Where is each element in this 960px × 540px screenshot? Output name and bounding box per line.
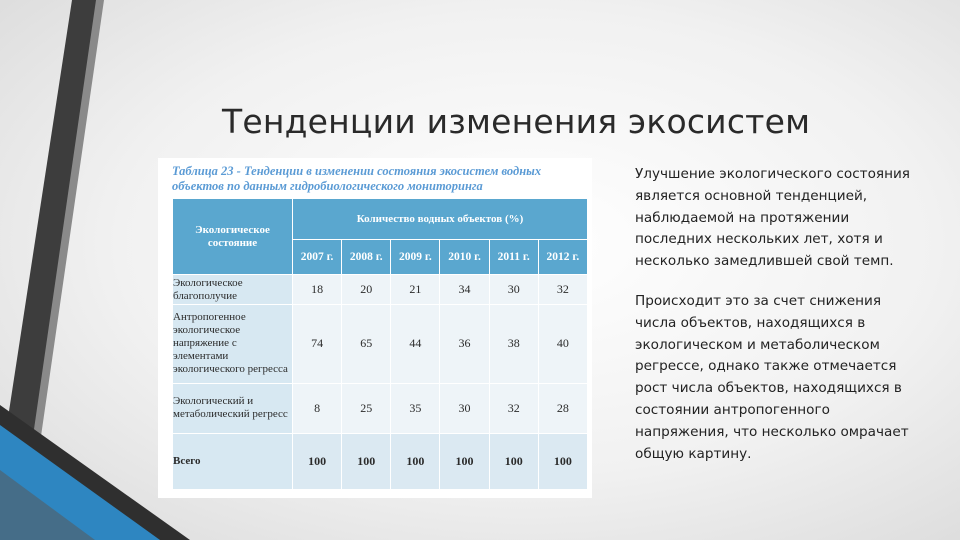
body-text <box>635 164 925 483</box>
table-cell: 30 <box>489 275 538 305</box>
table-cell: 18 <box>293 275 342 305</box>
header-year: 2011 г. <box>489 240 538 275</box>
table-cell: 36 <box>440 305 489 383</box>
table-row-total <box>173 433 588 489</box>
table-row <box>173 383 588 433</box>
table-row <box>173 275 588 305</box>
table-cell: 35 <box>391 383 440 433</box>
table-cell: 38 <box>489 305 538 383</box>
table-cell: 34 <box>440 275 489 305</box>
row-label: Экологическое благополучие <box>173 275 293 305</box>
row-label: Всего <box>173 433 293 489</box>
table-cell: 100 <box>440 433 489 489</box>
table-cell: 28 <box>538 383 587 433</box>
row-label: Экологический и метаболический регресс <box>173 383 293 433</box>
header-year: 2010 г. <box>440 240 489 275</box>
paragraph: Происходит это за счет снижения числа объектов, находящихся в экологическом и метаболическом регрессе, однако также отмечается рост числа объектов, находящихся в состоянии антропогенного напряжения, что несколько омрачает общую картину. <box>635 292 909 462</box>
table-cell: 44 <box>391 305 440 383</box>
table-figure <box>158 158 592 498</box>
table-cell: 8 <box>293 383 342 433</box>
data-table <box>172 198 588 490</box>
table-cell: 20 <box>342 275 391 305</box>
table-row <box>173 305 588 383</box>
table-cell: 40 <box>538 305 587 383</box>
table-cell: 32 <box>538 275 587 305</box>
header-year: 2012 г. <box>538 240 587 275</box>
table-cell: 21 <box>391 275 440 305</box>
header-state: Экологическое состояние <box>173 199 293 275</box>
table-cell: 25 <box>342 383 391 433</box>
table-cell: 74 <box>293 305 342 383</box>
row-label: Антропогенное экологическое напряжение с элементами экологического регресса <box>173 305 293 383</box>
header-group: Количество водных объектов (%) <box>293 199 588 240</box>
table-cell: 30 <box>440 383 489 433</box>
header-year: 2009 г. <box>391 240 440 275</box>
paragraph: Улучшение экологического состояния является основной тенденцией, наблюдаемой на протяжении последних нескольких лет, хотя и несколько замедлившей свой темп. <box>635 166 910 270</box>
table-cell: 100 <box>538 433 587 489</box>
table-cell: 65 <box>342 305 391 383</box>
table-cell: 100 <box>391 433 440 489</box>
table-cell: 100 <box>489 433 538 489</box>
header-year: 2007 г. <box>293 240 342 275</box>
table-cell: 32 <box>489 383 538 433</box>
table-cell: 100 <box>342 433 391 489</box>
table-cell: 100 <box>293 433 342 489</box>
header-year: 2008 г. <box>342 240 391 275</box>
slide-title: Тенденции изменения экосистем <box>222 102 811 141</box>
table-caption: Таблица 23 - Тенденции в изменении состояния экосистем водных объектов по данным гидробиологического мониторинга <box>172 164 542 193</box>
